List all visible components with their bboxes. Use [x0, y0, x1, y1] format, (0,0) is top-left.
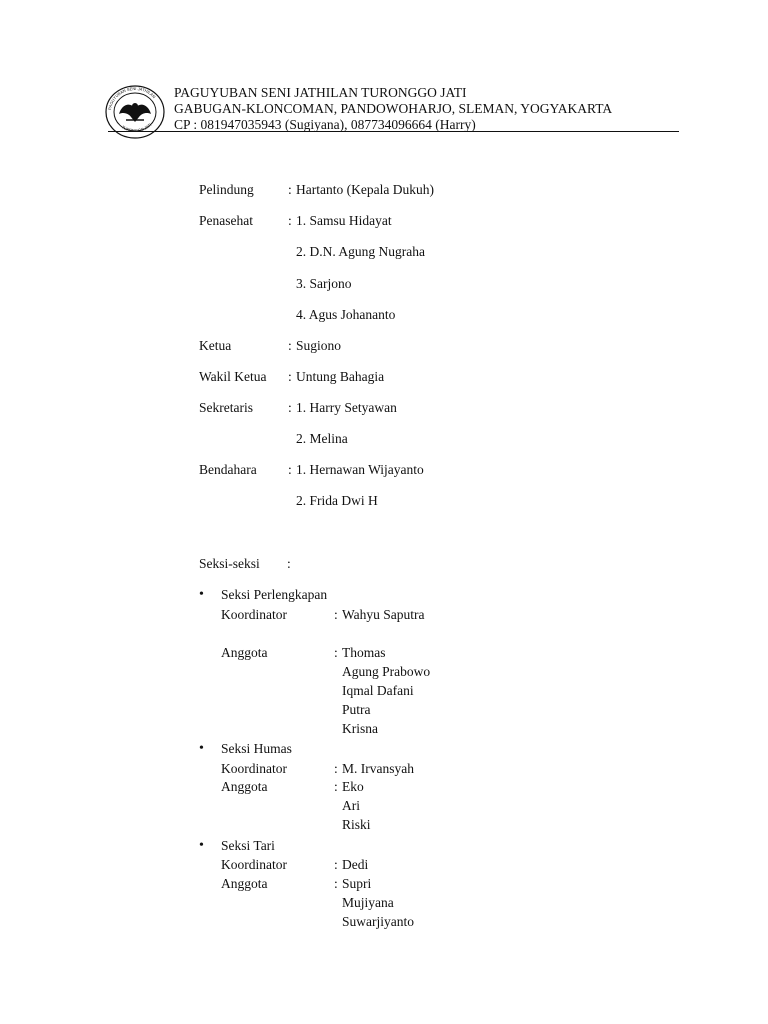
anggota-member: Iqmal Dafani	[342, 683, 414, 698]
bullet-icon: •	[199, 741, 204, 756]
anggota-member: Eko	[342, 779, 364, 794]
separator: :	[334, 876, 338, 891]
section-name: Seksi Humas	[221, 741, 292, 756]
label-penasehat: Penasehat	[199, 213, 253, 228]
anggota-member: Thomas	[342, 645, 386, 660]
separator: :	[334, 857, 338, 872]
separator: :	[287, 556, 291, 571]
label-ketua: Ketua	[199, 338, 232, 353]
bullet-icon: •	[199, 838, 204, 853]
separator: :	[334, 761, 338, 776]
label-sekretaris: Sekretaris	[199, 400, 253, 415]
bullet-icon: •	[199, 587, 204, 602]
separator: :	[288, 338, 292, 353]
value-pelindung: Hartanto (Kepala Dukuh)	[296, 182, 434, 197]
value-penasehat-2: 2. D.N. Agung Nugraha	[296, 244, 425, 259]
anggota-member: Suwarjiyanto	[342, 914, 414, 929]
section-name: Seksi Tari	[221, 838, 275, 853]
value-wakil-ketua: Untung Bahagia	[296, 369, 385, 384]
value-bendahara-1: 1. Hernawan Wijayanto	[296, 462, 424, 477]
value-penasehat-4: 4. Agus Johananto	[296, 307, 396, 322]
koordinator-label: Koordinator	[221, 607, 287, 622]
anggota-member: Mujiyana	[342, 895, 394, 910]
org-address: GABUGAN-KLONCOMAN, PANDOWOHARJO, SLEMAN, YOGYAKARTA	[174, 101, 613, 116]
label-pelindung: Pelindung	[199, 182, 254, 197]
separator: :	[334, 779, 338, 794]
sections-title: Seksi-seksi	[199, 556, 260, 571]
svg-text:TURONGGO JATI: TURONGGO JATI	[120, 122, 153, 133]
header-divider	[108, 131, 679, 132]
value-sekretaris-2: 2. Melina	[296, 431, 348, 446]
separator: :	[334, 645, 338, 660]
anggota-member: Agung Prabowo	[342, 664, 431, 679]
value-ketua: Sugiono	[296, 338, 342, 353]
value-sekretaris-1: 1. Harry Setyawan	[296, 400, 397, 415]
koordinator-value: Wahyu Saputra	[342, 607, 425, 622]
value-penasehat-1: 1. Samsu Hidayat	[296, 213, 392, 228]
org-name: PAGUYUBAN SENI JATHILAN TURONGGO JATI	[174, 85, 467, 100]
separator: :	[288, 462, 292, 477]
separator: :	[288, 369, 292, 384]
anggota-label: Anggota	[221, 876, 268, 891]
separator: :	[288, 213, 292, 228]
anggota-label: Anggota	[221, 645, 268, 660]
koordinator-label: Koordinator	[221, 761, 287, 776]
koordinator-value: M. Irvansyah	[342, 761, 414, 776]
separator: :	[288, 400, 292, 415]
svg-text:PAGUYUBAN SENI JATHILAN: PAGUYUBAN SENI JATHILAN	[107, 85, 157, 111]
koordinator-value: Dedi	[342, 857, 369, 872]
org-contact: CP : 081947035943 (Sugiyana), 087734096664 (Harry)	[174, 117, 476, 132]
value-penasehat-3: 3. Sarjono	[296, 276, 352, 291]
label-bendahara: Bendahara	[199, 462, 257, 477]
anggota-member: Riski	[342, 817, 371, 832]
separator: :	[288, 182, 292, 197]
label-wakil-ketua: Wakil Ketua	[199, 369, 267, 384]
anggota-member: Supri	[342, 876, 372, 891]
anggota-label: Anggota	[221, 779, 268, 794]
section-name: Seksi Perlengkapan	[221, 587, 328, 602]
anggota-member: Ari	[342, 798, 360, 813]
koordinator-label: Koordinator	[221, 857, 287, 872]
value-bendahara-2: 2. Frida Dwi H	[296, 493, 378, 508]
separator: :	[334, 607, 338, 622]
anggota-member: Putra	[342, 702, 371, 717]
anggota-member: Krisna	[342, 721, 378, 736]
